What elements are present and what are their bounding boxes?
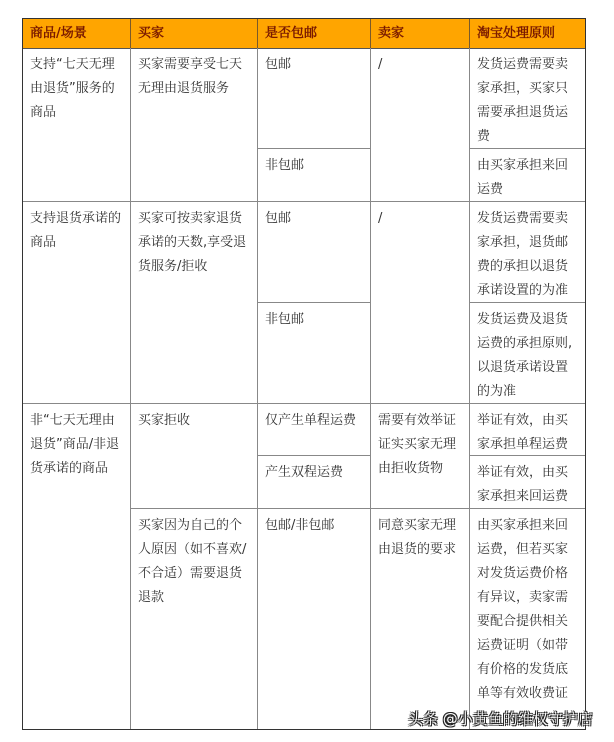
row3-principle-single-trip: 举证有效，由买家承担单程运费 (470, 404, 585, 456)
row3-seller-proof: 需要有效举证证实买家无理由拒收货物 (371, 404, 470, 509)
row3-seller-agree: 同意买家无理由退货的要求 (371, 509, 470, 729)
return-shipping-policy-table (22, 18, 586, 730)
row3-shipping-either: 包邮/非包邮 (258, 509, 371, 729)
watermark: 头条 @小黄鱼的维权守护店 (408, 710, 593, 728)
row3-scene: 非“七天无理由退货”商品/非退货承诺的商品 (23, 404, 131, 729)
row2-shipping-not-free: 非包邮 (258, 303, 371, 404)
row2-seller: / (371, 202, 470, 404)
row1-shipping-not-free: 非包邮 (258, 149, 371, 202)
row3-shipping-double-trip: 产生双程运费 (258, 456, 371, 509)
row1-shipping-free: 包邮 (258, 48, 371, 149)
header-seller: 卖家 (371, 19, 470, 48)
header-buyer: 买家 (131, 19, 258, 48)
row3-buyer-personal-reason: 买家因为自己的个人原因（如不喜欢/不合适）需要退货退款 (131, 509, 258, 729)
row3-principle-personal-reason: 由买家承担来回运费，但若买家对发货运费价格有异议，卖家需要配合提供相关运费证明（如带有价格的发货底单等有效收费证 (477, 518, 569, 701)
row3-shipping-single-trip: 仅产生单程运费 (258, 404, 371, 456)
row1-buyer: 买家需要享受七天无理由退货服务 (131, 48, 258, 202)
table-header-row (23, 19, 585, 49)
row3-principle-double-trip: 举证有效，由买家承担来回运费 (470, 456, 585, 509)
row2-principle-free: 发货运费需要卖家承担，退货邮费的承担以退货承诺设置的为准 (470, 202, 585, 303)
row2-shipping-free: 包邮 (258, 202, 371, 303)
header-scene: 商品/场景 (23, 19, 131, 48)
row1-scene: 支持“七天无理由退货”服务的商品 (23, 48, 131, 202)
row2-buyer: 买家可按卖家退货承诺的天数,享受退货服务/拒收 (131, 202, 258, 404)
header-free-shipping: 是否包邮 (258, 19, 371, 48)
row1-principle-free: 发货运费需要卖家承担，买家只需要承担退货运费 (470, 48, 585, 149)
header-taobao-principle: 淘宝处理原则 (477, 26, 556, 41)
row2-scene: 支持退货承诺的商品 (23, 202, 131, 404)
row2-principle-not-free: 发货运费及退货运费的承担原则,以退货承诺设置的为准 (470, 303, 585, 404)
row1-seller: / (371, 48, 470, 202)
row3-buyer-reject: 买家拒收 (131, 404, 258, 509)
row1-principle-not-free: 由买家承担来回运费 (470, 149, 585, 202)
